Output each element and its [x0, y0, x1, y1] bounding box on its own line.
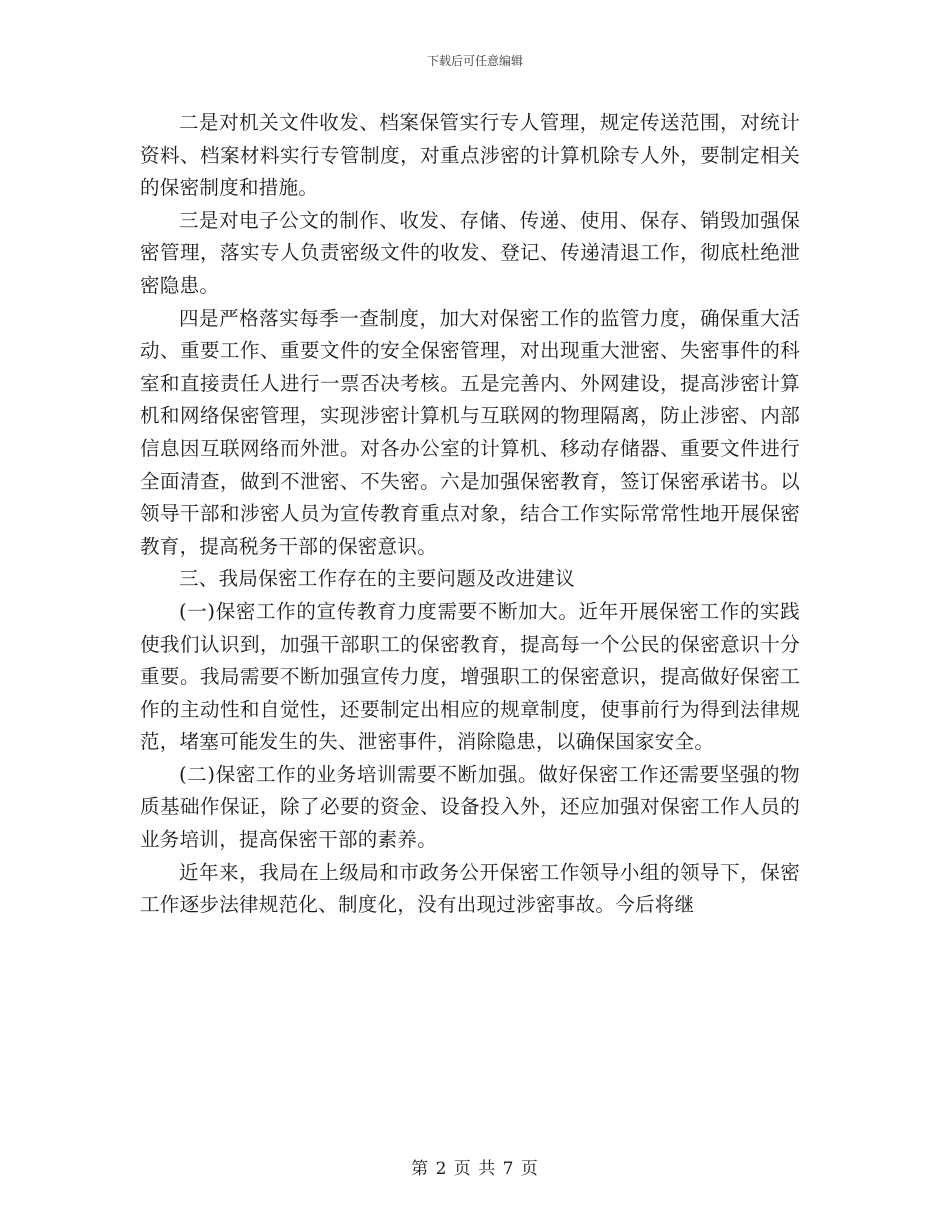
page-header: 下载后可任意编辑: [426, 54, 523, 68]
paragraph: 三是对电子公文的制作、收发、存储、传递、使用、保存、销毁加强保密管理，落实专人负责密级文件的收发、登记、传递清退工作，彻底杜绝泄密隐患。: [140, 208, 800, 297]
paragraph: 近年来，我局在上级局和市政务公开保密工作领导小组的领导下，保密工作逐步法律规范化、制度化，没有出现过涉密事故。今后将继: [140, 860, 800, 917]
paragraph: (一)保密工作的宣传教育力度需要不断加大。近年开展保密工作的实践使我们认识到，加强干部职工的保密教育，提高每一个公民的保密意识十分重要。我局需要不断加强宣传力度，增强职工的保密意识，提高做好保密工作的主动性和自觉性，还要制定出相应的规章制度，使事前行为得到法律规范，堵塞可能发生的失、泄密事件，消除隐患，以确保国家安全。: [140, 599, 800, 754]
document-body: [140, 107, 800, 922]
paragraph: 二是对机关文件收发、档案保管实行专人管理，规定传送范围，对统计资料、档案材料实行专管制度，对重点涉密的计算机除专人外，要制定相关的保密制度和措施。: [140, 111, 800, 200]
page-footer: 第 2 页 共 7 页: [411, 1159, 539, 1179]
paragraph: 四是严格落实每季一查制度，加大对保密工作的监管力度，确保重大活动、重要工作、重要文件的安全保密管理，对出现重大泄密、失密事件的科室和直接责任人进行一票否决考核。五是完善内、外网建设，提高涉密计算机和网络保密管理，实现涉密计算机与互联网的物理隔离，防止涉密、内部信息因互联网络而外泄。对各办公室的计算机、移动存储器、重要文件进行全面清查，做到不泄密、不失密。六是加强保密教育，签订保密承诺书。以领导干部和涉密人员为宣传教育重点对象，结合工作实际常常性地开展保密教育，提高税务干部的保密意识。: [140, 306, 800, 558]
paragraph: (二)保密工作的业务培训需要不断加强。做好保密工作还需要坚强的物质基础作保证，除了必要的资金、设备投入外，还应加强对保密工作人员的业务培训，提高保密干部的素养。: [140, 762, 800, 852]
section-heading: 三、我局保密工作存在的主要问题及改进建议: [179, 567, 576, 591]
